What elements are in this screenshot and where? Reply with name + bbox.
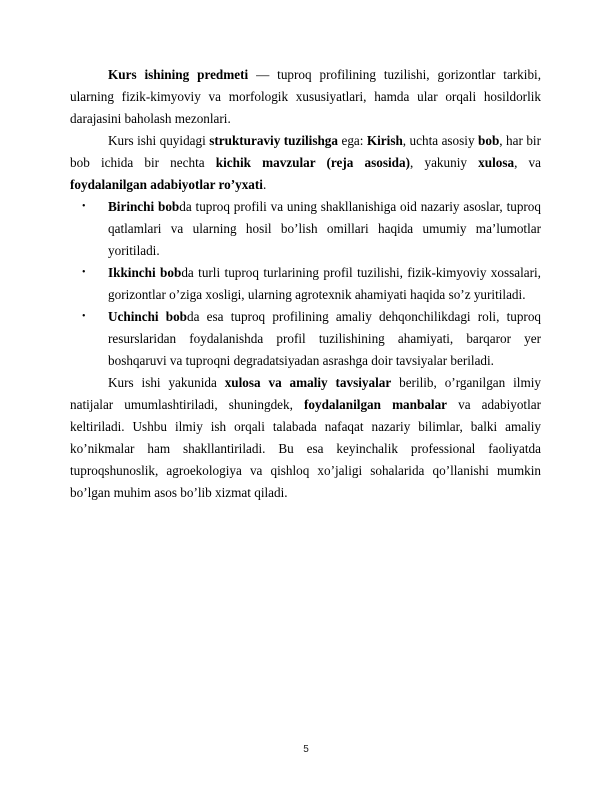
list-item — [70, 262, 541, 306]
structure-bold-6: foydalanilgan adabiyotlar ro’yxati — [70, 177, 263, 192]
conclusion-bold-2: foydalanilgan manbalar — [304, 397, 448, 412]
paragraph-structure — [70, 130, 541, 196]
structure-bold-4: kichik mavzular (reja asosida) — [215, 155, 410, 170]
structure-bold-3: bob — [478, 133, 500, 148]
chapter-list — [70, 196, 541, 372]
list-item-bold: Uchinchi bob — [108, 309, 188, 324]
subject-heading: Kurs ishining predmeti — [108, 67, 249, 82]
list-item-text: da esa tuproq profilining amaliy dehqonchilikdagi roli, tuproq resurslaridan foydalanishda profil tuzilishining ahamiyati, barqaror yer boshqaruvi va tuproqni degradatsiyadan asrashga doir tavsiyalar beriladi. — [108, 309, 542, 368]
structure-bold-5: xulosa — [478, 155, 515, 170]
list-item-bold: Birinchi bob — [108, 199, 180, 214]
structure-text-3: , uchta asosiy — [402, 133, 479, 148]
document-page — [70, 64, 541, 504]
paragraph-subject — [70, 64, 541, 130]
structure-text-1: Kurs ishi quyidagi — [108, 133, 210, 148]
page-number: 5 — [303, 744, 309, 755]
structure-bold-1: strukturaviy tuzilishga — [209, 133, 338, 148]
structure-text-4: , har bir bob ichida bir nechta — [70, 133, 541, 170]
structure-bold-2: Kirish — [366, 133, 403, 148]
subject-text: — tuproq profilining tuzilishi, gorizontlar tarkibi, ularning fizik-kimyoviy va morfologik xususiyatlari, hamda ular orqali hosildorlik darajasini baholash mezonlari. — [70, 67, 541, 126]
conclusion-text-1: Kurs ishi yakunida — [108, 375, 225, 390]
structure-text-7: . — [262, 177, 267, 192]
structure-text-2: ega: — [338, 133, 367, 148]
list-item-bold: Ikkinchi bob — [108, 265, 182, 280]
conclusion-text-3: va adabiyotlar keltiriladi. Ushbu ilmiy ish orqali talabada nafaqat nazariy bilimlar, balki amaliy ko’nikmalar ham shakllantiriladi. Bu esa keyinchalik professional faoliyatda tuproqshunoslik, agroekologiya va qishloq xo’jaligi sohalarida qo’llanishi mumkin bo’lgan muhim asos bo’lib xizmat qiladi. — [70, 397, 541, 500]
bullet-icon: • — [82, 267, 86, 278]
conclusion-text-2: berilib, o’rganilgan ilmiy natijalar umumlashtiriladi, shuningdek, — [70, 375, 541, 412]
bullet-icon: • — [82, 201, 86, 212]
conclusion-bold-1: xulosa va amaliy tavsiyalar — [224, 375, 392, 390]
structure-text-5: , yakuniy — [410, 155, 479, 170]
list-item — [70, 306, 541, 372]
structure-text-6: , va — [514, 155, 541, 170]
list-item-text: da turli tuproq turlarining profil tuzilishi, fizik-kimyoviy xossalari, gorizontlar o’ziga xosligi, ularning agrotexnik ahamiyati haqida so’z yuritiladi. — [108, 265, 541, 302]
paragraph-conclusion — [70, 372, 541, 504]
list-item — [70, 196, 541, 262]
list-item-text: da tuproq profili va uning shakllanishiga oid nazariy asoslar, tuproq qatlamlari va ularning hosil bo’lish omillari haqida umumiy ma’lumotlar yoritiladi. — [108, 199, 541, 258]
bullet-icon: • — [82, 311, 86, 322]
